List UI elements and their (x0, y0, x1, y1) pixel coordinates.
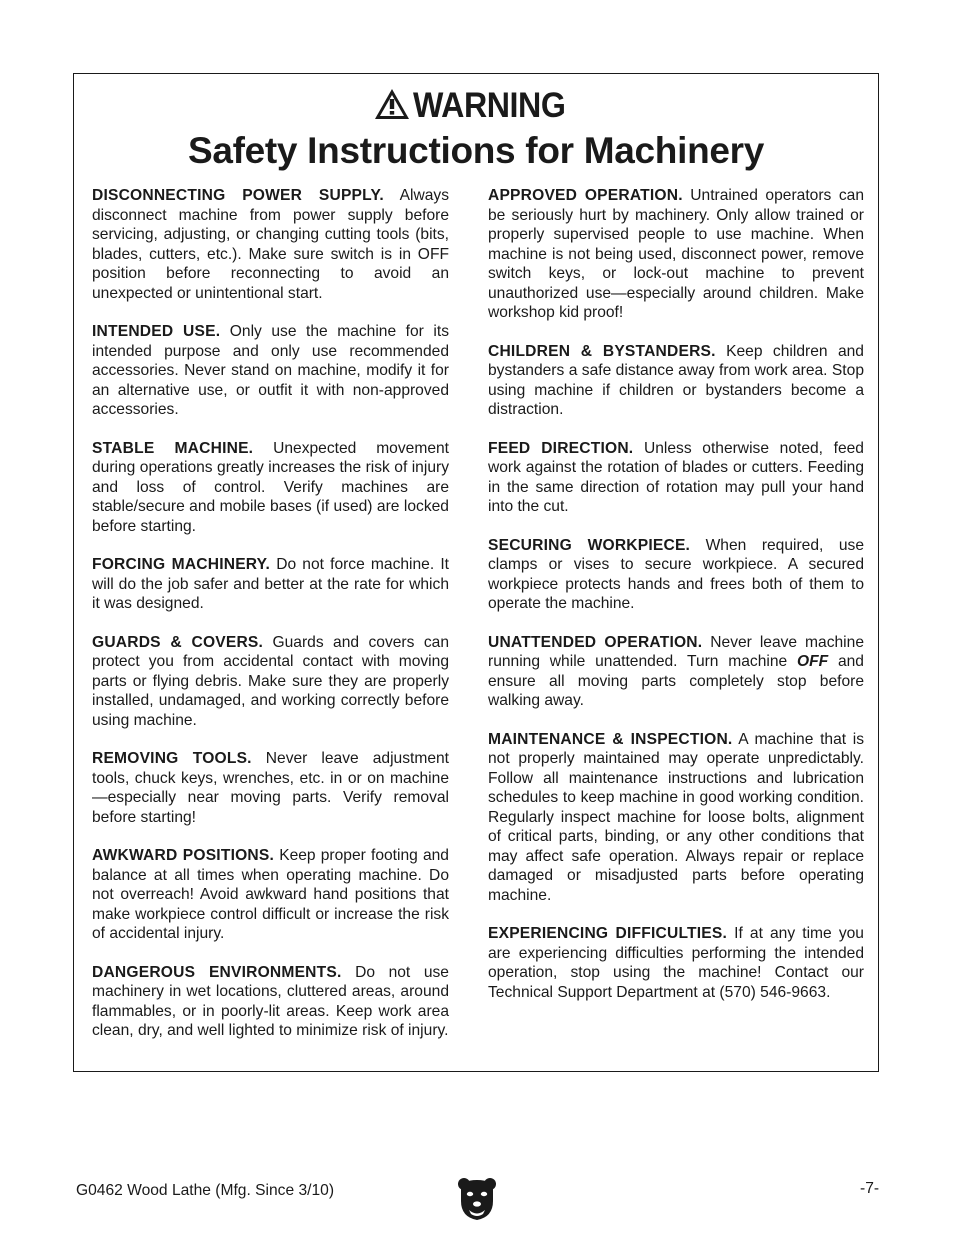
instruction-text: Guards and covers can protect you from accidental contact with moving parts or flying debris. Make sure they are properly installed, undamaged, and working correctly before using machine. (92, 633, 449, 729)
instruction-heading: CHILDREN & BYSTANDERS. (488, 342, 716, 360)
instruction-paragraph (92, 186, 449, 303)
instruction-text: Never leave adjustment tools, chuck keys, wrenches, etc. in or on machine—especially near moving parts. Verify removal before starting! (92, 750, 449, 826)
instruction-paragraph (488, 439, 864, 517)
instruction-heading: AWKWARD POSITIONS. (92, 847, 275, 864)
instruction-text: Never leave machine running while unattended. Turn machine (488, 633, 864, 670)
instruction-text: Keep proper footing and balance at all times when operating machine. Do not overreach! Avoid awkward hand positions that make workpiece control difficult or increase the risk of accidental injury. (92, 847, 449, 942)
instruction-paragraph (92, 322, 449, 420)
instruction-paragraph (488, 342, 864, 420)
instruction-text: When required, use clamps or vises to secure workpiece. A secured workpiece protects hands and frees both of them to operate the machine. (488, 536, 864, 612)
warning-label: WARNING (413, 86, 566, 125)
instruction-heading: FEED DIRECTION. (488, 439, 634, 457)
instruction-heading: FORCING MACHINERY. (92, 556, 271, 573)
instruction-heading: GUARDS & COVERS. (92, 633, 264, 651)
instruction-text: Keep children and bystanders a safe distance away from work area. Stop using machine if children or bystanders become a distraction. (488, 342, 864, 418)
instruction-text: Untrained operators can be seriously hurt by machinery. Only allow trained or properly supervised people to use machine. When machine is not being used, disconnect power, remove switch keys, or lock-out machine to prevent unauthorized use—especially around children. Make workshop kid proof! (488, 187, 864, 321)
instruction-paragraph (92, 633, 449, 731)
warning-box (73, 73, 879, 1072)
instruction-paragraph (488, 924, 864, 1002)
instruction-text: A machine that is not properly maintained may operate unpredictably. Follow all maintenance instructions and lubrication schedules to keep machine in good working condition. Regularly inspect machine for loose bolts, alignment of critical parts, binding, or any other conditions that may affect safe operation. Always repair or replace damaged or misadjusted parts before operating machine. (488, 730, 864, 904)
instruction-text: Only use the machine for its intended purpose and only use recommended accessories. Never stand on machine, modify it for an alternative use, or outfit it with non-approved accessories. (92, 323, 449, 418)
instruction-paragraph (92, 555, 449, 614)
left-column (92, 186, 449, 1060)
instruction-heading: UNATTENDED OPERATION. (488, 633, 703, 651)
instruction-heading: INTENDED USE. (92, 323, 221, 340)
bear-logo-icon (457, 1177, 497, 1221)
instruction-text: Do not use machinery in wet locations, cluttered areas, around flammables, or in poorly-lit areas. Keep work area clean, dry, and well lighted to minimize risk of injury. (92, 963, 449, 1039)
instruction-heading: MAINTENANCE & INSPECTION. (488, 730, 733, 748)
instruction-heading: DANGEROUS ENVIRONMENTS. (92, 963, 342, 981)
page-number: -7- (860, 1180, 880, 1197)
instruction-text: Unless otherwise noted, feed work against the rotation of blades or cutters. Feeding in the same direction of rotation may pull your hand into the cut. (488, 439, 864, 515)
warning-triangle-icon (373, 87, 411, 121)
instruction-heading: DISCONNECTING POWER SUPPLY. (92, 187, 384, 204)
instruction-heading: EXPERIENCING DIFFICULTIES. (488, 925, 728, 942)
instruction-text: Always disconnect machine from power supply before servicing, adjusting, or changing cutting tools (bits, blades, cutters, etc.). Make sure switch is in OFF position before reconnecting to avoid an unexpected or unintentional start. (92, 187, 449, 302)
instruction-paragraph (488, 536, 864, 614)
instruction-text-continued: and ensure all moving parts completely stop before walking away. (488, 653, 864, 709)
footer-model: G0462 Wood Lathe (Mfg. Since 3/10) (76, 1182, 335, 1199)
instruction-heading: SECURING WORKPIECE. (488, 536, 691, 554)
right-column (488, 186, 864, 1021)
instruction-heading: REMOVING TOOLS. (92, 750, 252, 767)
warning-heading (74, 86, 878, 126)
instruction-paragraph (92, 846, 449, 944)
instruction-paragraph (488, 186, 864, 323)
instruction-text: Do not force machine. It will do the job safer and better at the rate for which it was designed. (92, 556, 449, 612)
instruction-paragraph (92, 439, 449, 537)
instruction-heading: APPROVED OPERATION. (488, 187, 683, 204)
page-title: Safety Instructions for Machinery (187, 130, 765, 171)
instruction-text: Unexpected movement during operations greatly increases the risk of injury and loss of control. Verify machines are stable/secure and mobile bases (if used) are locked before starting. (92, 439, 449, 535)
instruction-paragraph (92, 749, 449, 827)
instruction-text: If at any time you are experiencing difficulties performing the intended operation, stop using the machine! Contact our Technical Support Department at (570) 546-9663. (488, 925, 864, 1001)
instruction-heading: STABLE MACHINE. (92, 439, 254, 457)
instruction-paragraph (488, 730, 864, 906)
instruction-paragraph (488, 633, 864, 711)
off-emphasis: OFF (796, 653, 829, 670)
instruction-paragraph (92, 963, 449, 1041)
